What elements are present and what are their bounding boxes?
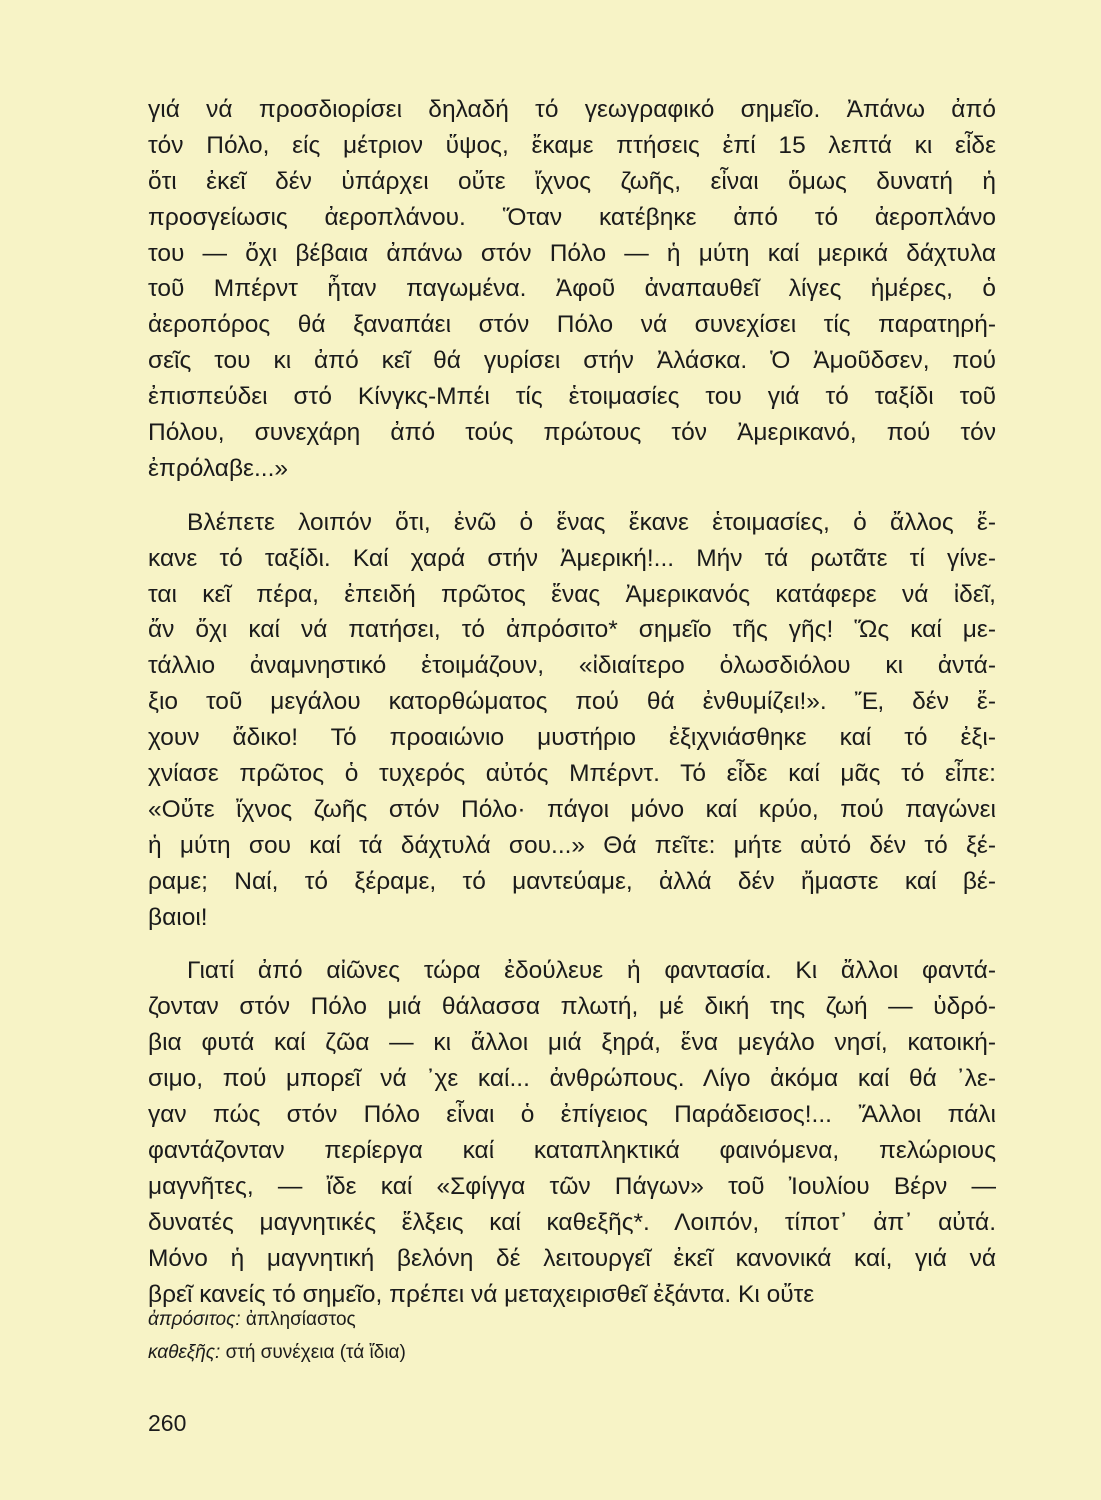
text-line: κανε τό ταξίδι. Καί χαρά στήν Ἀμερική!... Μήν τά ρωτᾶτε τί γίνε- (148, 544, 996, 572)
text-line: μαγνῆτες, — ἴδε καί «Σφίγγα τῶν Πάγων» τοῦ Ἰουλίου Βέρν — (148, 1172, 996, 1200)
text-line: ὅτι ἐκεῖ δέν ὑπάρχει οὔτε ἴχνος ζωῆς, εἶναι ὅμως δυνατή ἡ (148, 167, 996, 195)
text-line: «Οὔτε ἴχνος ζωῆς στόν Πόλο· πάγοι μόνο καί κρύο, πού παγώνει (148, 795, 996, 823)
text-line: ραμε; Ναί, τό ξέραμε, τό μαντεύαμε, ἀλλά δέν ἤμαστε καί βέ- (148, 867, 996, 895)
text-line: βρεῖ κανείς τό σημεῖο, πρέπει νά μεταχειρισθεῖ ἐξάντα. Κι οὔτε (148, 1280, 815, 1308)
footnote-term: καθεξῆς: (148, 1342, 221, 1363)
paragraph (148, 953, 996, 1312)
text-line: ται κεῖ πέρα, ἐπειδή πρῶτος ἕνας Ἀμερικανός κατάφερε νά ἰδεῖ, (148, 580, 996, 608)
text-line: ἄν ὄχι καί νά πατήσει, τό ἀπρόσιτο* σημεῖο τῆς γῆς! Ὥς καί με- (148, 616, 996, 644)
text-line: σιμο, πού μπορεῖ νά ᾿χε καί... ἀνθρώπους. Λίγο ἀκόμα καί θά ᾿λε- (148, 1065, 996, 1093)
text-line: γαν πώς στόν Πόλο εἶναι ὁ ἐπίγειος Παράδεισος!... Ἄλλοι πάλι (148, 1101, 996, 1129)
text-line: βαιοι! (148, 903, 208, 931)
text-line: χνίασε πρῶτος ὁ τυχερός αὐτός Μπέρντ. Τό εἶδε καί μᾶς τό εἶπε: (148, 760, 996, 788)
footnotes (148, 1303, 406, 1369)
footnote-term: ἀπρόσιτος: (148, 1309, 241, 1330)
body-text (148, 92, 996, 1312)
text-line: ἀεροπόρος θά ξαναπάει στόν Πόλο νά συνεχίσει τίς παρατηρή- (148, 311, 996, 339)
text-line: τάλλιο ἀναμνηστικό ἑτοιμάζουν, «ἰδιαίτερο ὁλωσδιόλου κι ἀντά- (148, 652, 996, 680)
text-line: ζονταν στόν Πόλο μιά θάλασσα πλωτή, μέ δική της ζωή — ὑδρό- (148, 993, 996, 1021)
page-number: 260 (148, 1410, 187, 1436)
text-line: γιά νά προσδιορίσει δηλαδή τό γεωγραφικό σημεῖο. Ἀπάνω ἀπό (148, 96, 996, 123)
text-line: ξιο τοῦ μεγάλου κατορθώματος πού θά ἐνθυμίζει!». Ἔ, δέν ἔ- (148, 688, 996, 716)
text-line: Βλέπετε λοιπόν ὅτι, ἐνῶ ὁ ἕνας ἔκανε ἑτοιμασίες, ὁ ἄλλος ἔ- (187, 508, 996, 536)
text-line: ἡ μύτη σου καί τά δάχτυλά σου...» Θά πεῖτε: μήτε αὐτό δέν τό ξέ- (148, 831, 996, 859)
text-line: του — ὄχι βέβαια ἀπάνω στόν Πόλο — ἡ μύτη καί μερικά δάχτυλα (148, 239, 996, 267)
paragraph (148, 505, 996, 936)
text-line: τοῦ Μπέρντ ἦταν παγωμένα. Ἀφοῦ ἀναπαυθεῖ λίγες ἡμέρες, ὁ (148, 275, 996, 303)
text-line: σεῖς του κι ἀπό κεῖ θά γυρίσει στήν Ἀλάσκα. Ὁ Ἀμοῦδσεν, πού (148, 347, 996, 375)
paragraph-gap (148, 487, 996, 505)
text-line: Πόλου, συνεχάρη ἀπό τούς πρώτους τόν Ἀμερικανό, πού τόν (148, 419, 996, 447)
text-line: ἐπισπεύδει στό Κίνγκς-Μπέι τίς ἑτοιμασίες του γιά τό ταξίδι τοῦ (148, 383, 996, 411)
text-line: φαντάζονταν περίεργα καί καταπληκτικά φαινόμενα, πελώριους (148, 1136, 996, 1164)
text-line: βια φυτά καί ζῶα — κι ἄλλοι μιά ξηρά, ἕνα μεγάλο νησί, κατοική- (148, 1029, 996, 1057)
text-line: προσγείωσις ἀεροπλάνου. Ὅταν κατέβηκε ἀπό τό ἀεροπλάνο (148, 203, 996, 231)
text-line: τόν Πόλο, είς μέτριον ὕψος, ἔκαμε πτήσεις ἐπί 15 λεπτά κι εἶδε (148, 131, 996, 159)
footnote (148, 1336, 406, 1369)
text-line: Μόνο ἡ μαγνητική βελόνη δέ λειτουργεῖ ἐκεῖ κανονικά καί, γιά νά (148, 1244, 996, 1272)
text-line: ἐπρόλαβε...» (148, 454, 289, 482)
text-line: χουν ἄδικο! Τό προαιώνιο μυστήριο ἐξιχνιάσθηκε καί τό ἐξι- (148, 724, 996, 752)
paragraph-gap (148, 935, 996, 953)
footnote (148, 1303, 406, 1336)
footnote-definition: στή συνέχεια (τά ἴδια) (225, 1342, 406, 1363)
paragraph (148, 92, 996, 487)
text-line: δυνατές μαγνητικές ἕλξεις καί καθεξῆς*. Λοιπόν, τίποτ᾿ ἀπ᾿ αὐτά. (148, 1208, 996, 1236)
text-line: Γιατί ἀπό αἰῶνες τώρα ἐδούλευε ἡ φαντασία. Κι ἄλλοι φαντά- (187, 957, 996, 985)
footnote-definition: ἀπλησίαστος (245, 1309, 356, 1330)
